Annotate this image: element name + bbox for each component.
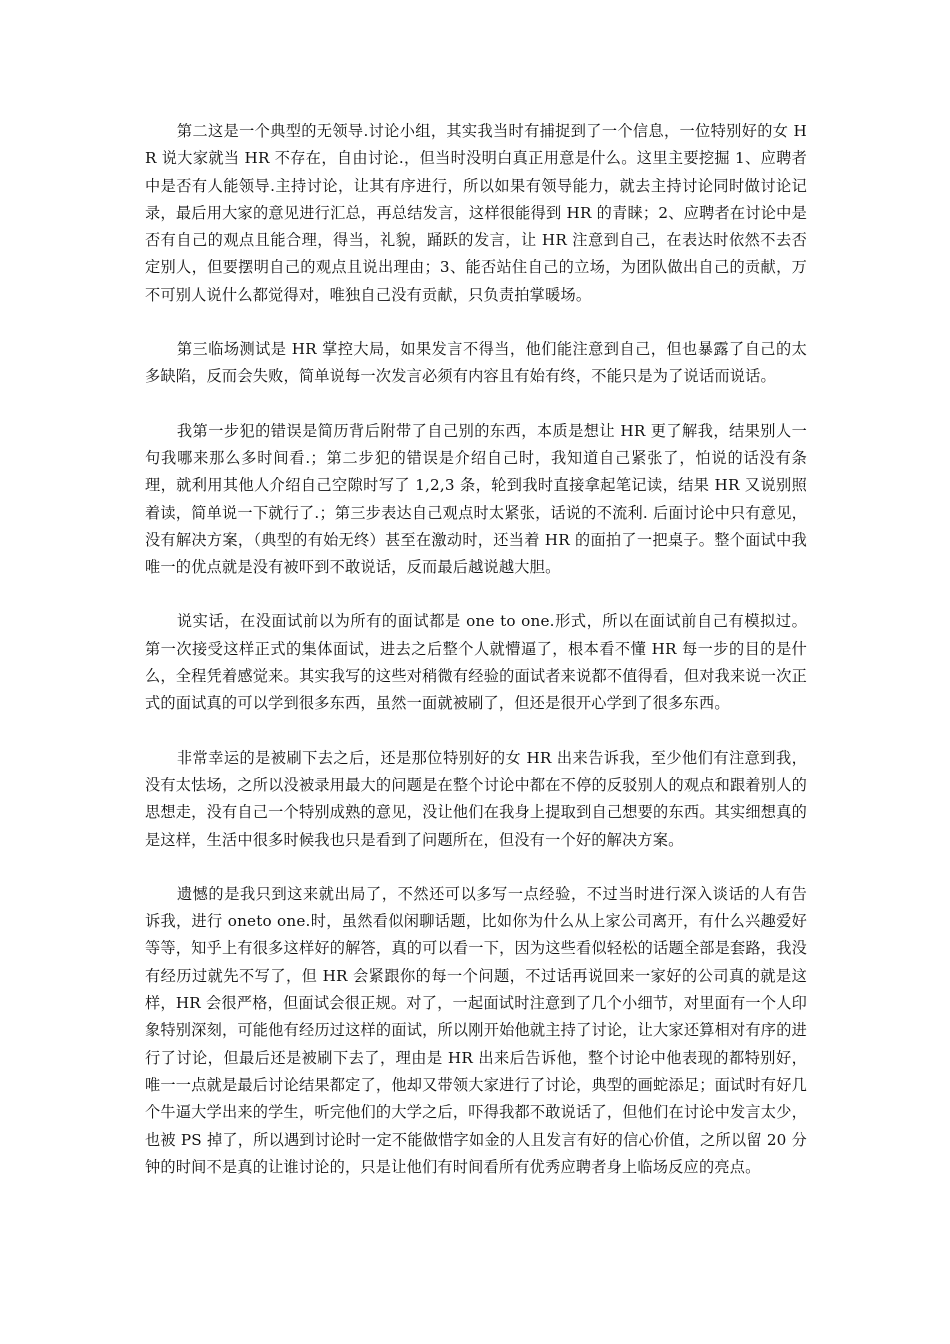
document-body (145, 118, 807, 1208)
paragraph-hr-feedback: 非常幸运的是被刷下去之后，还是那位特别好的女 HR 出来告诉我，至少他们有注意到我，没有太怯场，之所以没被录用最大的问题是在整个讨论中都在不停的反驳别人的观点和跟着别人的思想走，没有自己一个特别成熟的意见，没让他们在我身上提取到自己想要的东西。其实细想真的是这样，生活中很多时候我也只是看到了问题所在，但没有一个好的解决方案。 (145, 748, 807, 849)
paragraph-my-mistakes: 我第一步犯的错误是简历背后附带了自己别的东西，本质是想让 HR 更了解我，结果别人一句我哪来那么多时间看.；第二步犯的错误是介绍自己时，我知道自己紧张了，怕说的话没有条理，就利用其他人介绍自己空隙时写了 1,2,3 条，轮到我时直接拿起笔记读，结果 HR 又说别照着读，简单说一下就行了.；第三步表达自己观点时太紧张，话说的不流利. 后面讨论中只有意见，没有解决方案，（典型的有始无终）甚至在激动时，还当着 HR 的面拍了一把桌子。整个面试中我唯一的优点就是没有被吓到不敢说话，反而最后越说越大胆。 (145, 421, 807, 577)
paragraph-group-discussion: 第二这是一个典型的无领导.讨论小组，其实我当时有捕捉到了一个信息，一位特别好的女 HR 说大家就当 HR 不存在，自由讨论.，但当时没明白真正用意是什么。这里主要挖掘 1、应聘者中是否有人能领导.主持讨论，让其有序进行，所以如果有领导能力，就去主持讨论同时做讨论记录，最后用大家的意见进行汇总，再总结发言，这样很能得到 HR 的青睐；2、应聘者在讨论中是否有自己的观点且能合理，得当，礼貌，踊跃的发言，让 HR 注意到自己，在表达时依然不去否定别人，但要摆明自己的观点且说出理由；3、能否站住自己的立场，为团队做出自己的贡献，万不可别人说什么都觉得对，唯独自己没有贡献，只负责拍掌暖场。 (145, 122, 807, 304)
paragraph-honest-reflection: 说实话，在没面试前以为所有的面试都是 one to one.形式，所以在面试前自己有模拟过。第一次接受这样正式的集体面试，进去之后整个人就懵逼了，根本看不懂 HR 每一步的目的是什么，全程凭着感觉来。其实我写的这些对稍微有经验的面试者来说都不值得看，但对我来说一次正式的面试真的可以学到很多东西，虽然一面就被刷了，但还是很开心学到了很多东西。 (145, 612, 807, 713)
paragraph-regrets-and-details: 遗憾的是我只到这来就出局了，不然还可以多写一点经验，不过当时进行深入谈话的人有告诉我，进行 oneto one.时，虽然看似闲聊话题，比如你为什么从上家公司离开，有什么兴趣爱好等等，知乎上有很多这样好的解答，真的可以看一下，因为这些看似轻松的话题全部是套路，我没有经历过就先不写了，但 HR 会紧跟你的每一个问题，不过话再说回来一家好的公司真的就是这样，HR 会很严格，但面试会很正规。对了，一起面试时注意到了几个小细节，对里面有一个人印象特别深刻，可能他有经历过这样的面试，所以刚开始他就主持了讨论，让大家还算相对有序的进行了讨论，但最后还是被刷下去了，理由是 HR 出来后告诉他，整个讨论中他表现的都特别好，唯一一点就是最后讨论结果都定了，他却又带领大家进行了讨论，典型的画蛇添足；面试时有好几个牛逼大学出来的学生，听完他们的大学之后，吓得我都不敢说话了，但他们在讨论中发言太少，也被 PS 掉了，所以遇到讨论时一定不能做惜字如金的人且发言有好的信心价值，之所以留 20 分钟的时间不是真的让谁讨论的，只是让他们有时间看所有优秀应聘者身上临场反应的亮点。 (145, 884, 807, 1176)
paragraph-live-test: 第三临场测试是 HR 掌控大局，如果发言不得当，他们能注意到自己，但也暴露了自己的太多缺陷，反而会失败，简单说每一次发言必须有内容且有始有终，不能只是为了说话而说话。 (145, 340, 807, 386)
